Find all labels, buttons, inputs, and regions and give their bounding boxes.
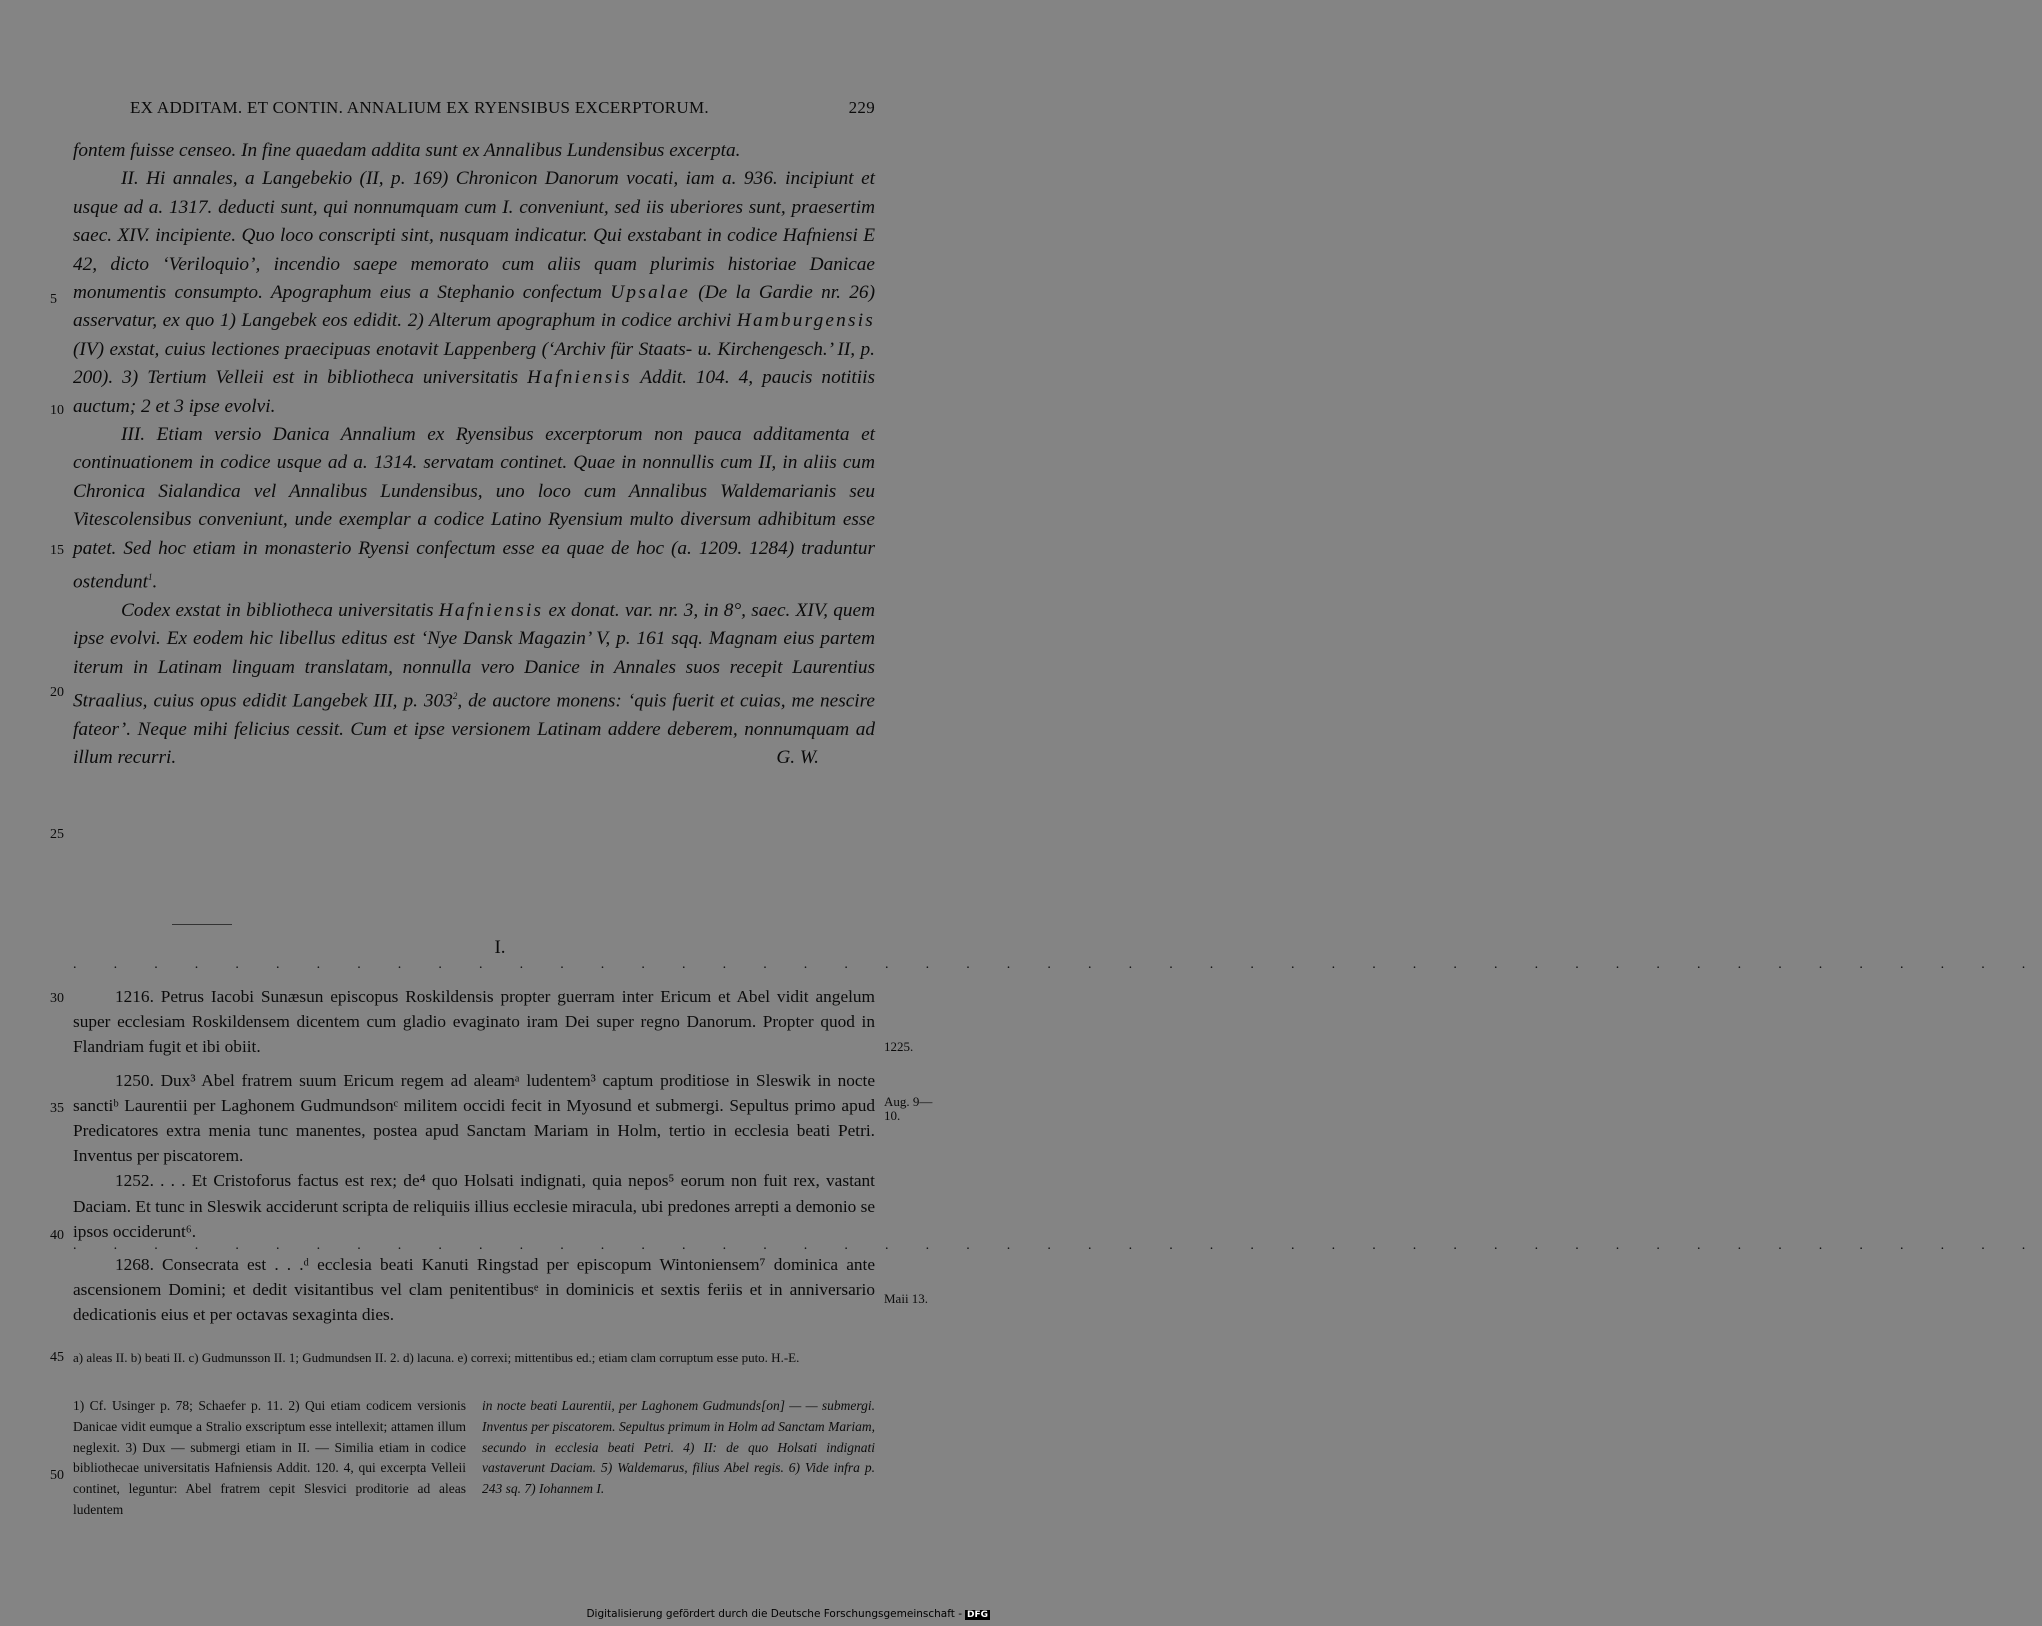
line-number: 25 [50, 827, 64, 842]
intro-paragraph-1: fontem fuisse censeo. In fine quaedam addita sunt ex Annalibus Lundensibus excerpta. [73, 140, 741, 161]
line-number: 50 [50, 1468, 64, 1483]
annal-entry-1250: 1250. Dux³ Abel fratrem suum Ericum regem ad aleamᵃ ludentem³ captum proditiose in Sleswik in nocte sanctiᵇ Laurentii per Laghonem Gudmundsonᶜ militem occidi fecit in Myosund et submergi. Sepultus primo apud Predicatores extra menia tunc manentes, postea apud Sanctam Mariam in Holm, tertio in ecclesia beati Petri. Inventus per piscatorem. [73, 1070, 875, 1166]
line-number: 35 [50, 1101, 64, 1116]
footnotes-right: in nocte beati Laurentii, per Laghonem Gudmunds[on] — — submergi. Inventus per piscatorem. Sepultus primum in Holm ad Sanctam Mariam, secundo in ecclesia beati Petri. 4) II: de quo Holsati indignati vastaverunt Daciam. 5) Waldemarus, filius Abel regis. 6) Vide infra p. 243 sq. 7) Iohannem I. [482, 1398, 875, 1497]
divider [172, 924, 232, 925]
omission-dots: . . . . . . . . . . . . . . . . . . . . . . . . . . . . . . . . . . . . . . . . . . . . . . . . . [73, 957, 2042, 972]
line-number: 5 [50, 292, 57, 307]
annal-entry-1268: 1268. Consecrata est . . .ᵈ ecclesia beati Kanuti Ringstad per episcopum Wintoniensem⁷ dominica ante ascensionem Domini; et dedit visitantibus vel clam penitentibusᵉ in dominicis et sextis feriis et in anniversario dedicationis eius et per octavas sexaginta dies. [73, 1255, 875, 1325]
intro-paragraph-2 [73, 165, 875, 421]
text-run: , de auctore monens: ‘quis fuerit et cuias, me nescire fateor’. Neque mihi felicius cessit. Cum et ipse versionem Latinam addere deberem, nonnumquam ad illum recurri. [73, 690, 875, 769]
text-run: Codex exstat in bibliotheca universitatis [121, 599, 439, 621]
text-run: Addit. 104. 4, paucis notitiis auctum; 2 et 3 ipse evolvi. [73, 367, 875, 417]
spaced-word: Hafniensis [438, 599, 544, 621]
section-numeral: I. [494, 937, 506, 958]
footnote-ref: 1 [147, 572, 153, 583]
running-title: EX ADDITAM. ET CONTIN. ANNALIUM EX RYENSIBUS EXCERPTORUM. [130, 98, 709, 117]
line-number: 20 [50, 685, 64, 700]
annal-entry-1216: 1216. Petrus Iacobi Sunæsun episcopus Roskildensis propter guerram inter Ericum et Abel vidit angelum super ecclesiam Roskildensem dicentem cum gladio evaginato iram Dei super regno Danorum. Propter quod in Flandriam fugit et ibi obiit. [73, 987, 875, 1057]
line-number: 10 [50, 403, 64, 418]
text-run: (IV) exstat, cuius lectiones praecipuas enotavit Lappenberg (‘Archiv für Staats- u. Kirchengesch.’ II, p. 200). 3) Tertium Velleii est in bibliotheca universitatis [73, 338, 875, 389]
annal-entry-1252: 1252. . . . Et Cristoforus factus est rex; de⁴ quo Holsati indignati, quia nepos⁵ eorum non fuit rex, vastant Daciam. Et tunc in Sleswik acciderunt scripta de reliquiis illius ecclesie miracula, ubi predones arrepti a demonio se ipsos occiderunt⁶. [73, 1171, 875, 1241]
text-run: (De la Gardie nr. 26) asservatur, ex quo 1) Langebek eos edidit. 2) Alterum apographum in codice archivi [73, 282, 875, 332]
margin-date: 1225. [884, 1039, 914, 1054]
line-number: 40 [50, 1228, 64, 1243]
introduction [73, 137, 875, 773]
running-header [130, 98, 875, 118]
intro-paragraph-4 [73, 597, 875, 773]
spaced-word: Hafniensis [527, 367, 632, 389]
spaced-word: Upsalae [610, 282, 690, 304]
intro-paragraph-3: III. Etiam versio Danica Annalium ex Ryensibus excerptorum non pauca additamenta et continuationem in codice usque ad a. 1314. servatam continet. Quae in nonnullis cum II, in aliis cum Chronica Sialandica vel Annalibus Lundensibus, uno loco cum Annalibus Waldemarianis seu Vitescolensibus conveniunt, unde exemplar a codice Latino Ryensium multo diversum adhibitum esse patet. Sed hoc etiam in monasterio Ryensi confectum esse ea quae de hoc (a. 1209. 1284) traduntur ostendunt$^1$. [73, 424, 875, 593]
footnotes-left: 1) Cf. Usinger p. 78; Schaefer p. 11. 2) Qui etiam codicem versionis Danicae vidit eumque a Stralio exscriptum esse intellexit; attamen illum neglexit. 3) Dux — submergi etiam in II. — Similia etiam in codice bibliothecae universitatis Hafniensis Addit. 120. 4, qui excerpta Velleii continet, leguntur: Abel fratrem cepit Slesvici proditorie ad aleas ludentem [73, 1398, 466, 1517]
signature: G. W. [776, 747, 819, 769]
line-number: 45 [50, 1350, 64, 1365]
margin-date: Maii 13. [884, 1291, 929, 1306]
digitization-credit [586, 1608, 990, 1620]
omission-dots: . . . . . . . . . . . . . . . . . . . . . . . . . . . . . . . . . . . . . . . . . . . . . . . . . [73, 1238, 2042, 1253]
spaced-word: Hamburgensis [736, 310, 875, 332]
margin-date: Aug. 9—10. [884, 1094, 933, 1123]
text-run: II. Hi annales, a Langebekio (II, p. 169) Chronicon Danorum vocati, iam a. 936. incipiunt et usque ad a. 1317. deducti sunt, qui nonnumquam cum I. conveniunt, sed iis uberiores sunt, praesertim saec. XIV. incipiente. Quo loco conscripti sint, nusquam indicatur. Qui exstabant in codice Hafniensi E 42, dicto ‘Veriloquio’, incendio saepe memorato cum aliis quam plurimis historiae Danicae monumentis consumpto. Apographum eius a Stephanio confectum [73, 168, 875, 304]
dfg-logo: DFG [966, 1610, 988, 1620]
footnote-ref: 2 [452, 691, 458, 702]
page-number: 229 [848, 98, 875, 117]
line-number: 30 [50, 991, 64, 1006]
line-number: 15 [50, 543, 64, 558]
credit-text: Digitalisierung gefördert durch die Deutsche Forschungsgemeinschaft - [586, 1608, 962, 1620]
text-run: ex donat. var. nr. 3, in 8°, saec. XIV, quem ipse evolvi. Ex eodem hic libellus editus est ‘Nye Dansk Magazin’ V, p. 161 sqq. Magnam eius partem iterum in Latinam linguam translatam, nonnulla vero Danice in Annales suos recepit Laurentius Straalius, cuius opus edidit Langebek III, p. 303 [73, 599, 875, 712]
text-run: III. Etiam versio Danica Annalium ex Ryensibus excerptorum non pauca additamenta et continuationem in codice usque ad a. 1314. servatam continet. Quae in nonnullis cum II, in aliis cum Chronica Sialandica vel Annalibus Lundensibus, uno loco cum Annalibus Waldemarianis seu Vitescolensibus conveniunt, unde exemplar a codice Latino Ryensium multo diversum adhibitum esse patet. Sed hoc etiam in monasterio Ryensi confectum esse ea quae de hoc (a. 1209. 1284) traduntur ostendunt [73, 424, 875, 593]
variant-readings: a) aleas II. b) beati II. c) Gudmunsson II. 1; Gudmundsen II. 2. d) lacuna. e) correxi; mittentibus ed.; etiam clam corruptum esse puto. H.-E. [73, 1350, 800, 1365]
